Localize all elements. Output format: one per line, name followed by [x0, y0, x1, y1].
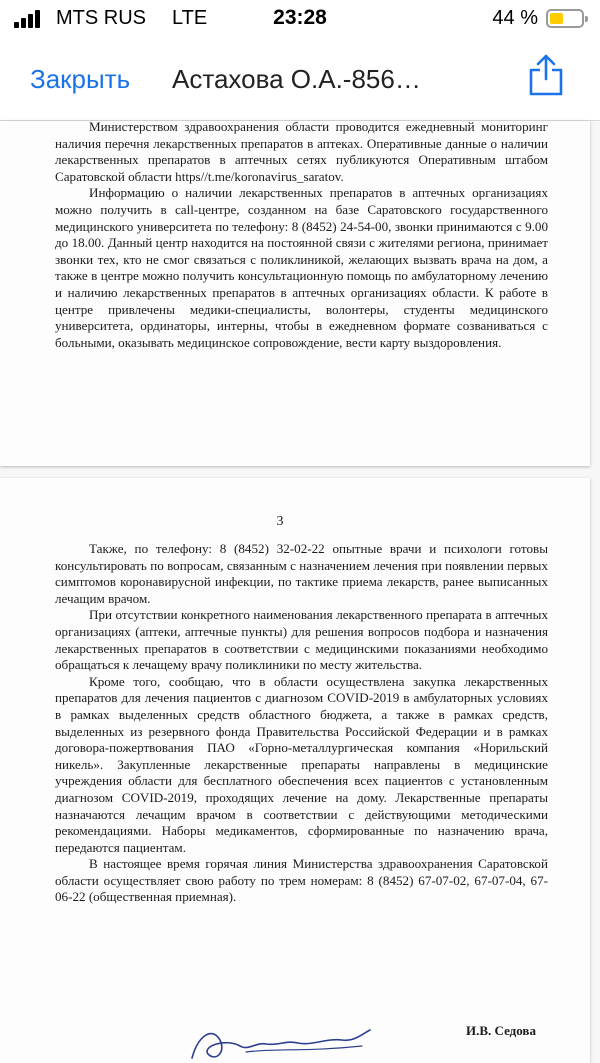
document-page-2	[0, 121, 590, 466]
share-icon[interactable]	[526, 53, 566, 97]
document-title: Астахова О.А.-856…	[172, 64, 421, 94]
navigation-bar	[0, 38, 600, 121]
handwritten-signature	[186, 1018, 376, 1063]
paragraph: При отсутствии конкретного наименования лекарственного препарата в аптечных организациях (аптеки, аптечные пункты) для решения вопросов подбора и назначения лекарственных препаратов в соответствии с медицинскими показаниями необходимо обращаться к лечащему врачу поликлиники по месту жительства.	[55, 607, 548, 673]
battery-fill	[550, 13, 563, 24]
page-body	[55, 121, 548, 351]
network-type: LTE	[172, 7, 208, 29]
signer-name: И.В. Седова	[466, 1023, 536, 1038]
paragraph: Также, по телефону: 8 (8452) 32-02-22 опытные врачи и психологи готовы консультировать по вопросам, связанным с назначением лечения при появлении первых симптомов коронавирусной инфекции, по тактике приема лекарств, ранее выписанных лечащим врачом.	[55, 541, 548, 606]
page-body	[55, 541, 548, 906]
status-time: 23:28	[273, 6, 327, 29]
status-bar	[0, 0, 600, 38]
carrier-name: MTS RUS	[56, 7, 146, 29]
document-page-3	[0, 478, 590, 1063]
battery-percent: 44 %	[492, 7, 538, 29]
page-number: 3	[276, 514, 284, 529]
paragraph: Информацию о наличии лекарственных препаратов в аптечных организациях можно получить в call-центре, созданном на базе Саратовского государственного медицинского университета по телефону: 8 (8452) 24-54-00, звонки принимаются с 9.00 до 18.00. Данный центр находится на постоянной связи с жителями региона, принимает звонки тех, кто не смог связаться с поликлиникой, желающих вызвать врача на дом, а также в центре можно получить консультационную помощь по амбулаторному лечению и наличию лекарственных препаратов в аптечных организациях области. К работе в центре привлечены медики-специалисты, волонтеры, студенты медицинского университета, ординаторы, интерны, чтобы в ежедневном формате созваниваться с больными, оказывать медицинское сопровождение, вести карту выздоровления.	[55, 185, 548, 350]
battery-icon	[546, 9, 584, 28]
paragraph: Министерством здравоохранения области проводится ежедневный мониторинг наличия перечня лекарственных препаратов в аптеках. Оперативные данные о наличии лекарственных препаратов в аптечных сетях публикуются Оперативным штабом Саратовской области https//t.me/koronavirus_saratov.	[55, 121, 548, 184]
close-button[interactable]: Закрыть	[30, 64, 131, 94]
paragraph: Кроме того, сообщаю, что в области осуществлена закупка лекарственных препаратов для лечения пациентов с диагнозом COVID-2019 в амбулаторных условиях в рамках выделенных средств областного бюджета, а также в рамках средств, выделенных из резервного фонда Правительства Российской Федерации и в рамках договора-пожертвования ПАО «Горно-металлургическая компания «Норильский никель». Закупленные лекарственные препараты направлены в медицинские учреждения области для бесплатного обеспечения всех пациентов с установленным диагнозом COVID-2019, проходящих лечение на дому. Лекарственные препараты назначаются лечащим врачом в соответствии с действующими методическими рекомендациями. Наборы медикаментов, сформированные по назначению врача, передаются пациентам.	[55, 673, 548, 855]
paragraph: В настоящее время горячая линия Министерства здравоохранения Саратовской области осуществляет свою работу по трем номерам: 8 (8452) 67-07-02, 67-07-04, 67-06-22 (общественная приемная).	[55, 856, 548, 905]
